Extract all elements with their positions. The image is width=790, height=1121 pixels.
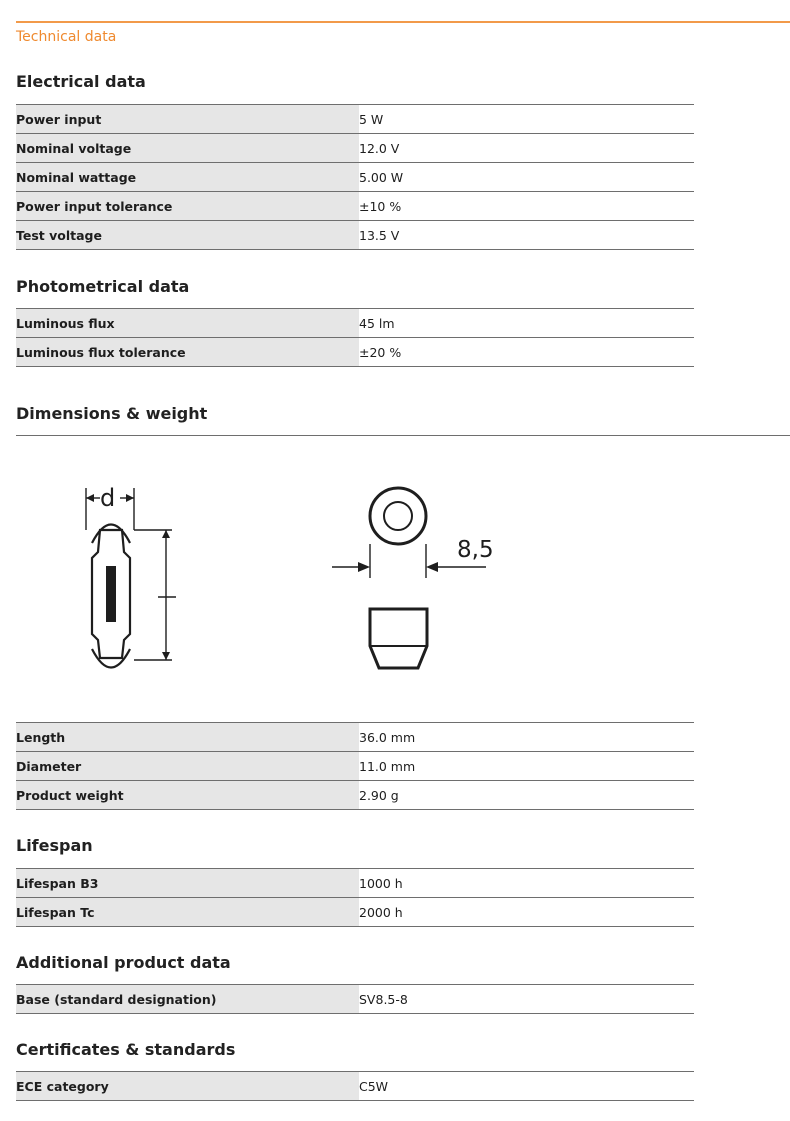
table-row [16, 752, 694, 781]
dimensions-table [16, 722, 694, 810]
table-row [16, 898, 694, 927]
lamp-filament [106, 566, 116, 622]
row-label: Power input [16, 105, 359, 134]
electrical-section-title: Electrical data [16, 72, 146, 91]
base-side-view [370, 609, 427, 668]
additional-section-title: Additional product data [16, 953, 231, 972]
row-label: Nominal wattage [16, 163, 359, 192]
row-value: C5W [359, 1072, 694, 1101]
table-row [16, 338, 694, 367]
table-row [16, 221, 694, 250]
table-row [16, 985, 694, 1014]
table-row [16, 869, 694, 898]
table-row [16, 309, 694, 338]
row-value: 11.0 mm [359, 752, 694, 781]
row-value: 5 W [359, 105, 694, 134]
dimensions-section-title: Dimensions & weight [16, 404, 208, 423]
table-row [16, 723, 694, 752]
additional-table [16, 984, 694, 1014]
table-row [16, 1072, 694, 1101]
photometrical-table [16, 308, 694, 367]
lifespan-table [16, 868, 694, 927]
electrical-table [16, 104, 694, 250]
row-label: Lifespan B3 [16, 869, 359, 898]
row-value: SV8.5-8 [359, 985, 694, 1014]
row-label: Luminous flux [16, 309, 359, 338]
certificates-section-title: Certificates & standards [16, 1040, 236, 1059]
base-top-view-inner [384, 502, 412, 530]
row-value: 13.5 V [359, 221, 694, 250]
row-label: ECE category [16, 1072, 359, 1101]
row-label: Product weight [16, 781, 359, 810]
section-divider [16, 435, 790, 436]
row-label: Nominal voltage [16, 134, 359, 163]
row-label: Base (standard designation) [16, 985, 359, 1014]
certificates-table [16, 1071, 694, 1101]
table-row [16, 781, 694, 810]
lamp-cap-top [92, 525, 130, 544]
row-value: 1000 h [359, 869, 694, 898]
row-value: 12.0 V [359, 134, 694, 163]
page-title: Technical data [16, 29, 117, 45]
photometrical-section-title: Photometrical data [16, 277, 190, 296]
row-label: Diameter [16, 752, 359, 781]
row-value: ±10 % [359, 192, 694, 221]
lifespan-section-title: Lifespan [16, 836, 93, 855]
row-label: Power input tolerance [16, 192, 359, 221]
base-dimension-label: 8,5 [457, 537, 494, 563]
row-label: Test voltage [16, 221, 359, 250]
row-value: 5.00 W [359, 163, 694, 192]
row-label: Lifespan Tc [16, 898, 359, 927]
row-value: 36.0 mm [359, 723, 694, 752]
row-label: Length [16, 723, 359, 752]
table-row [16, 163, 694, 192]
lamp-dimension-drawing [0, 470, 560, 690]
row-value: 2000 h [359, 898, 694, 927]
row-value: 45 lm [359, 309, 694, 338]
table-row [16, 192, 694, 221]
row-value: ±20 % [359, 338, 694, 367]
diameter-symbol: d [100, 484, 116, 512]
base-top-view-outer [370, 488, 426, 544]
table-row [16, 105, 694, 134]
table-row [16, 134, 694, 163]
row-label: Luminous flux tolerance [16, 338, 359, 367]
header-rule [16, 21, 790, 23]
row-value: 2.90 g [359, 781, 694, 810]
